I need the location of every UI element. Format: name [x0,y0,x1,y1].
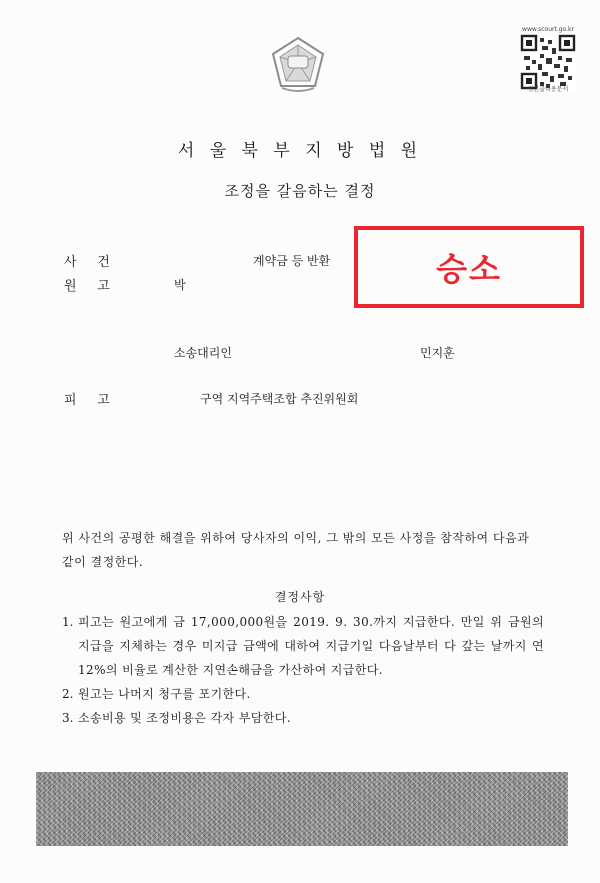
decision-item-text: 소송비용 및 조정비용은 각자 부담한다. [78,711,291,725]
plaintiff-label: 원 고 [64,279,110,294]
decision-item [62,682,544,706]
decision-item [62,610,544,682]
decision-title: 결정사항 [274,590,326,604]
plaintiff-value: 박 [174,278,186,292]
decision-item-text: 원고는 나머지 청구를 포기한다. [78,687,251,701]
intro-paragraph: 위 사건의 공평한 해결을 위하여 당사자의 이익, 그 밖의 모든 사정을 참작하여 다음과 같이 결정한다. [62,531,530,569]
decision-item-number: 1. [62,615,74,629]
defendant-value: 구역 지역주택조합 추진위원회 [200,392,359,406]
decision-item [62,706,544,730]
defendant-label: 피 고 [64,393,110,408]
result-stamp-text: 승소 [436,250,502,288]
court-seal-icon [268,36,328,94]
decision-item-number: 3. [62,711,74,725]
attorney-label: 소송대리인 [174,346,232,360]
redacted-area [36,772,568,846]
case-label: 사 건 [64,255,110,270]
qr-caption: 원본출력용문서 [527,86,569,93]
court-name: 서 울 북 부 지 방 법 원 [177,141,423,161]
qr-url: www.scourt.go.kr [522,26,574,33]
result-stamp [354,226,584,308]
decision-items [62,610,544,730]
document-title: 조정을 갈음하는 결정 [224,182,376,200]
decision-item-number: 2. [62,687,74,701]
qr-code-icon [520,34,576,90]
case-value: 계약금 등 반환 [253,254,331,268]
decision-item-text: 피고는 원고에게 금 17,000,000원을 2019. 9. 30.까지 지급한다. 만일 위 금원의 지급을 지체하는 경우 미지급 금액에 대하여 지급기일 다음날부터 다 갚는 날까지 연 12%의 비율로 계산한 지연손해금을 가산하여 지급한다. [78,615,544,677]
attorney-value: 민지훈 [420,346,455,360]
